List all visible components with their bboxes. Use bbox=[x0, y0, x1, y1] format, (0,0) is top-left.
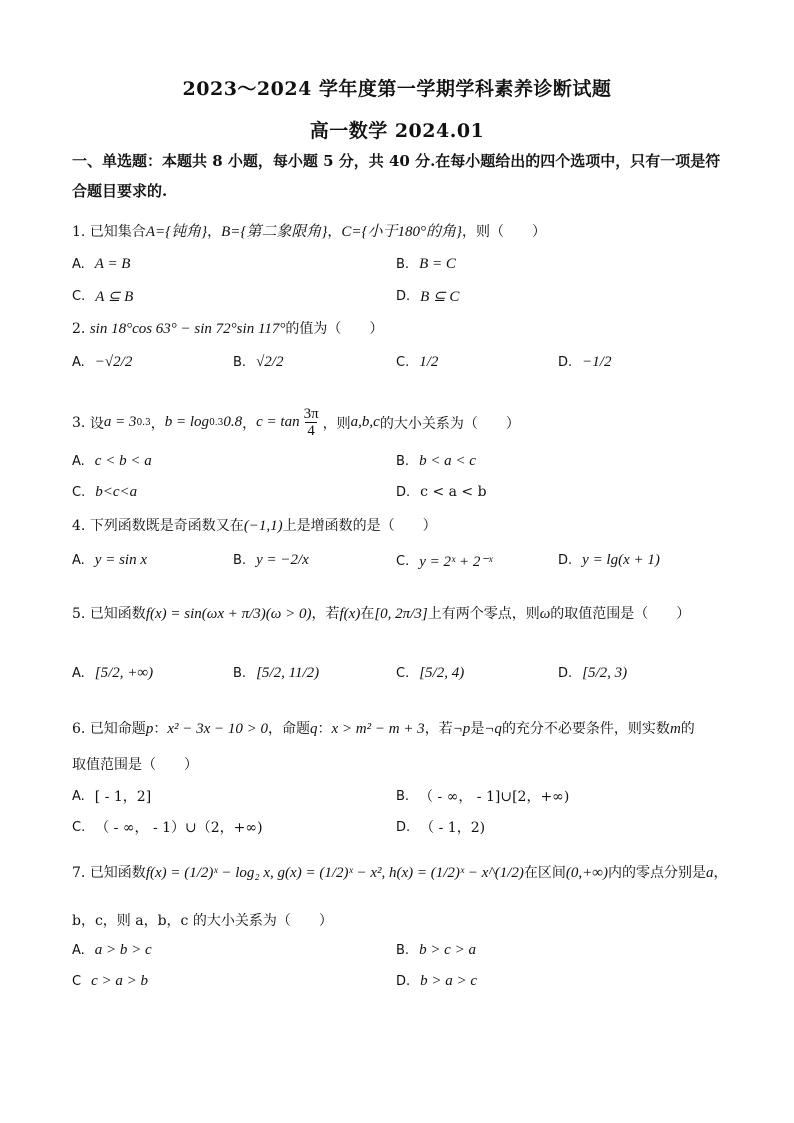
q5-option-c: C. [5/2, 4) bbox=[396, 665, 465, 681]
question-2-stem: 2. sin 18°cos 63° − sin 72°sin 117°的值为（ ） bbox=[72, 321, 384, 337]
q2-option-b: B. √2/2 bbox=[233, 354, 284, 370]
question-3-stem: 3. 设 a = 3 0.3 ， b = log 0.3 0.8 ， c = tan $\frac{3\pi}{4}$ ，则 a,b,c 的大小关系为（ ） bbox=[72, 406, 520, 439]
exam-title: 2023～2024 学年度第一学期学科素养诊断试题 bbox=[182, 78, 612, 100]
q1-option-d: D. B ⊆ C bbox=[396, 289, 460, 305]
q7-option-b: B. b > c > a bbox=[396, 942, 476, 958]
q4-option-a: A. y = sin x bbox=[72, 552, 147, 568]
q6-option-a: A. [ - 1，2] bbox=[72, 788, 152, 805]
q7-option-d: D. b > a > c bbox=[396, 973, 478, 989]
q5-option-a: A. [5/2, +∞) bbox=[72, 665, 154, 681]
question-7-stem: 7. 已知函数f(x) = (1/2)ˣ − log₂ x, g(x) = (1/2)ˣ − x², h(x) = (1/2)ˣ − x^(1/2)在区间(0,+∞)内的零点分别是a， bbox=[72, 865, 728, 881]
q2-option-c: C. 1/2 bbox=[396, 354, 439, 370]
question-6-stem: 6. 已知命题p：x² − 3x − 10 > 0，命题q：x > m² − m + 3，若¬p是¬q的充分不必要条件，则实数m的 bbox=[72, 721, 695, 737]
q1-option-c: C. A ⊆ B bbox=[72, 289, 134, 305]
q3-option-c: C. b<c<a bbox=[72, 484, 138, 500]
q1-option-a: A. A = B bbox=[72, 256, 131, 272]
q4-option-d: D. y = lg(x + 1) bbox=[558, 552, 660, 568]
exam-subtitle: 高一数学 2024.01 bbox=[309, 120, 485, 142]
q5-option-d: D. [5/2, 3) bbox=[558, 665, 628, 681]
q4-option-b: B. y = −2/x bbox=[233, 552, 309, 568]
q3-option-d: D. c < a < b bbox=[396, 484, 487, 500]
question-6-stem-cont: 取值范围是（ ） bbox=[72, 757, 198, 773]
q2-option-a: A. −√2/2 bbox=[72, 354, 133, 370]
q5-option-b: B. [5/2, 11/2) bbox=[233, 665, 320, 681]
q6-option-d: D. （ - 1，2) bbox=[396, 819, 486, 836]
q3-option-a: A. c < b < a bbox=[72, 453, 152, 469]
question-7-stem-cont: b，c，则 a，b，c 的大小关系为（ ） bbox=[72, 913, 333, 929]
q7-option-c: C c > a > b bbox=[72, 973, 148, 989]
question-5-stem: 5. 已知函数f(x) = sin(ωx + π/3)(ω > 0)，若f(x)在[0, 2π/3]上有两个零点，则ω的取值范围是（ ） bbox=[72, 606, 691, 622]
q6-option-c: C. （ - ∞， - 1）∪（2，+∞) bbox=[72, 819, 263, 836]
q2-option-d: D. −1/2 bbox=[558, 354, 612, 370]
q3-option-b: B. b < a < c bbox=[396, 453, 476, 469]
q7-option-a: A. a > b > c bbox=[72, 942, 152, 958]
q6-option-b: B. （ - ∞， - 1]∪[2，+∞) bbox=[396, 788, 570, 805]
question-4-stem: 4. 下列函数既是奇函数又在(−1,1)上是增函数的是（ ） bbox=[72, 518, 437, 534]
q4-option-c: C. y = 2ˣ + 2⁻ˣ bbox=[396, 554, 493, 570]
question-1-stem: 1. 已知集合A={钝角}，B={第二象限角}，C={小于180°的角}，则（ ） bbox=[72, 224, 547, 240]
section-heading: 一、单选题：本题共 8 小题，每小题 5 分，共 40 分.在每小题给出的四个选项中，只有一项是符合题目要求的. bbox=[72, 152, 721, 200]
q1-option-b: B. B = C bbox=[396, 256, 456, 272]
